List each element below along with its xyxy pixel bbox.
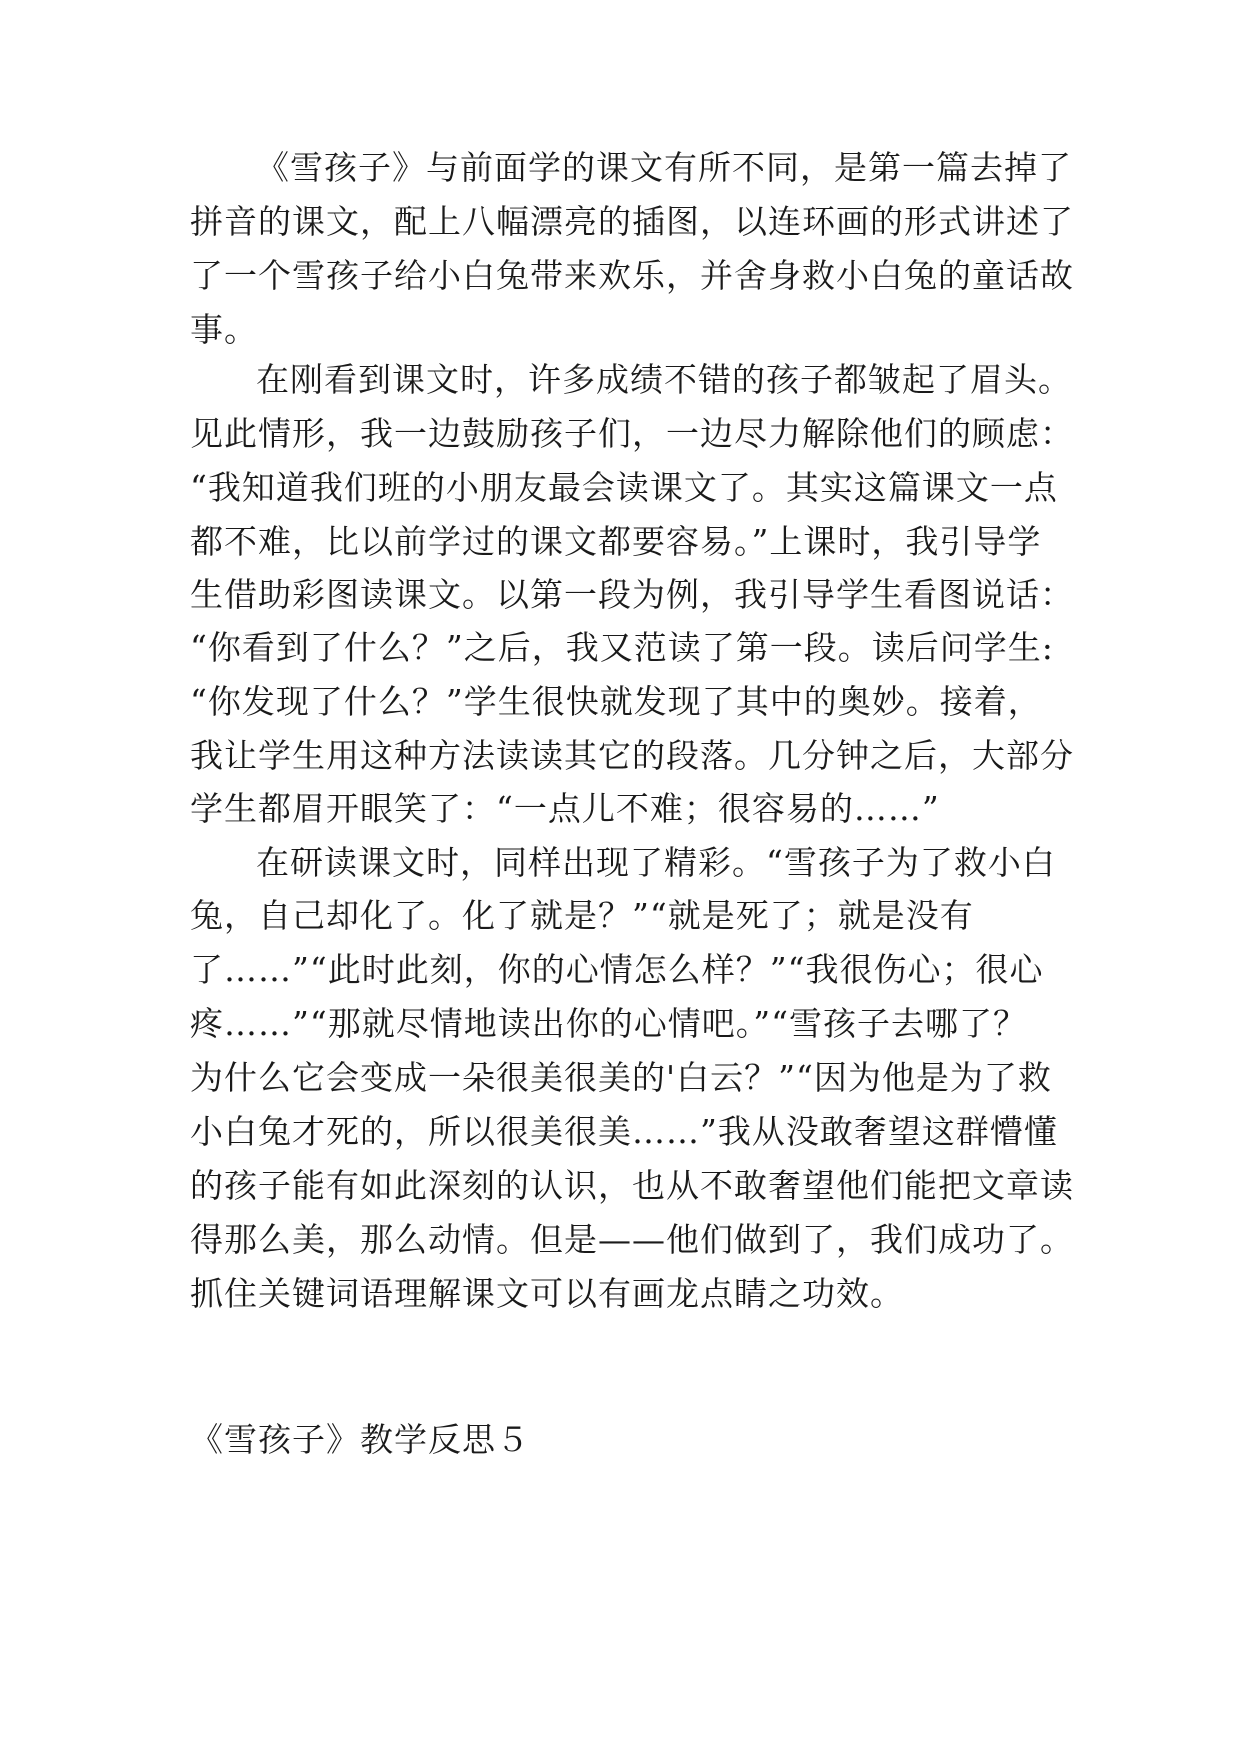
- paragraph-3-line-6: 小白兔才死的，所以很美很美……”我从没敢奢望这群懵懂: [190, 1112, 1058, 1151]
- paragraph-3-line-3: 了……”“此时此刻，你的心情怎么样？”“我很伤心；很心: [190, 950, 1044, 989]
- paragraph-3-line-5: 为什么它会变成一朵很美很美的'白云？”“因为他是为了救: [190, 1058, 1052, 1097]
- paragraph-2-line-1: 在刚看到课文时，许多成绩不错的孩子都皱起了眉头。: [256, 360, 1072, 399]
- paragraph-3-line-4: 疼……”“那就尽情地读出你的心情吧。”“雪孩子去哪了？: [190, 1004, 1027, 1043]
- paragraph-3-line-7: 的孩子能有如此深刻的认识，也从不敢奢望他们能把文章读: [190, 1166, 1074, 1205]
- paragraph-1-line-1: 《雪孩子》与前面学的课文有所不同，是第一篇去掉了: [256, 148, 1072, 187]
- paragraph-1-line-3: 了一个雪孩子给小白兔带来欢乐，并舍身救小白兔的童话故: [190, 256, 1074, 295]
- paragraph-1-line-4: 事。: [190, 310, 258, 349]
- paragraph-2-line-4: 都不难，比以前学过的课文都要容易。”上课时，我引导学: [190, 522, 1042, 561]
- paragraph-3-line-1: 在研读课文时，同样出现了精彩。“雪孩子为了救小白: [256, 843, 1056, 882]
- paragraph-3-line-2: 兔，自己却化了。化了就是？”“就是死了；就是没有: [190, 896, 974, 935]
- paragraph-1-line-2: 拼音的课文，配上八幅漂亮的插图，以连环画的形式讲述了: [190, 202, 1074, 241]
- paragraph-2-line-3: “我知道我们班的小朋友最会读课文了。其实这篇课文一点: [190, 468, 1058, 507]
- paragraph-2-line-8: 我让学生用这种方法读读其它的段落。几分钟之后，大部分: [190, 736, 1074, 775]
- paragraph-3-line-9: 抓住关键词语理解课文可以有画龙点睛之功效。: [190, 1274, 904, 1313]
- paragraph-3-line-8: 得那么美，那么动情。但是——他们做到了，我们成功了。: [190, 1220, 1074, 1259]
- paragraph-2-line-2: 见此情形，我一边鼓励孩子们，一边尽力解除他们的顾虑：: [190, 414, 1074, 453]
- paragraph-2-line-9: 学生都眉开眼笑了：“一点儿不难；很容易的……”: [190, 789, 940, 828]
- paragraph-2-line-5: 生借助彩图读课文。以第一段为例，我引导学生看图说话：: [190, 575, 1074, 614]
- paragraph-2-line-6: “你看到了什么？”之后，我又范读了第一段。读后问学生:: [190, 628, 1054, 667]
- section-heading: 《雪孩子》教学反思５: [190, 1420, 530, 1459]
- paragraph-2-line-7: “你发现了什么？”学生很快就发现了其中的奥妙。接着，: [190, 682, 1042, 721]
